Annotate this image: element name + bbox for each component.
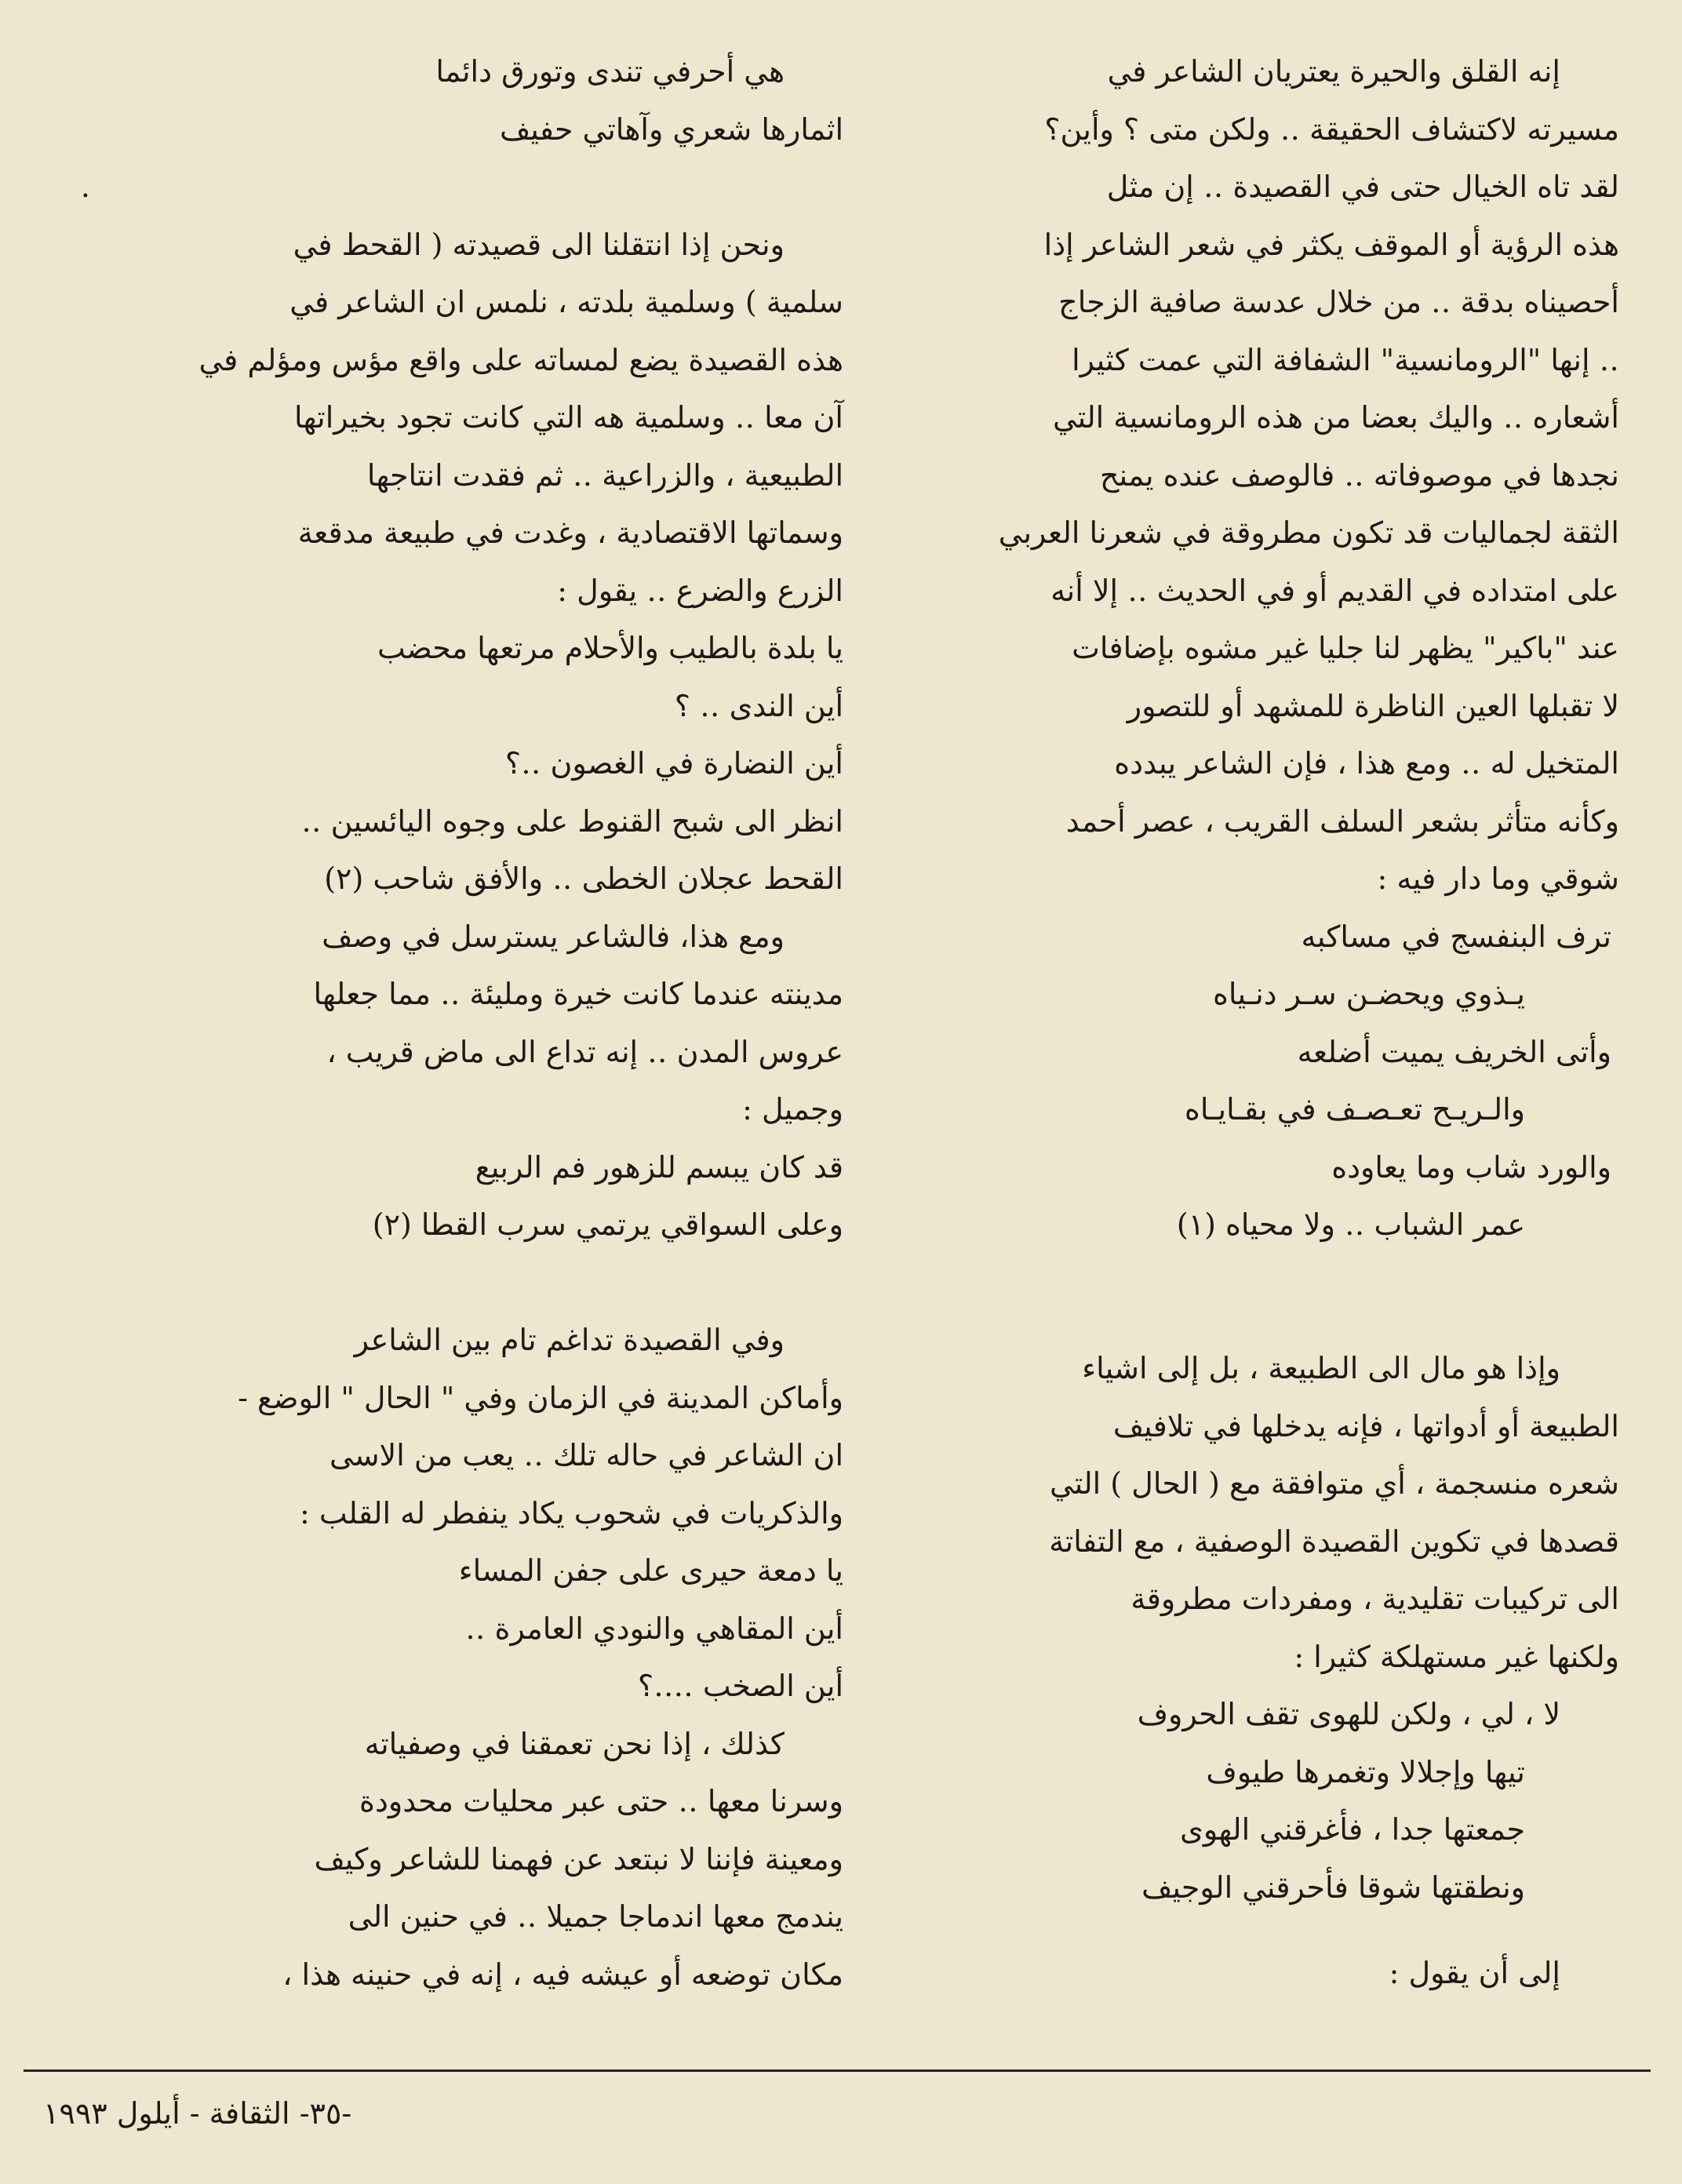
text-line: ولكنها غير مستهلكة كثيرا : [1294,1639,1619,1674]
text-line: المتخيل له ‥ ومع هذا ، فإن الشاعر يبدده [1114,746,1619,781]
text-line: إلى أن يقول : [1389,1956,1560,1990]
left-column [80,43,843,2004]
text-line: ‥ إنها "الرومانسية" الشفافة التي عمت كثيرا [1072,342,1619,377]
verse-line: وأتى الخريف يميت أضلعه [1297,1034,1611,1069]
verse-line: أين المقاهي والنودي العامرة ‥ [465,1611,843,1646]
text-line: مدينته عندما كانت خيرة ومليئة ‥ مما جعلها [313,977,843,1011]
verse-line: القحط عجلان الخطى ‥ والأفق شاحب (٢) [324,861,843,896]
verse-line: هي أحرفي تندى وتورق دائما [435,54,785,89]
verse-line: أين الندى ‥ ؟ [674,688,843,723]
text-line: شعره منسجمة ، أي متوافقة مع ( الحال ) التي [1049,1466,1619,1501]
page-footer: -٣٥- الثقافة - أيلول ١٩٩٣ [43,2096,352,2131]
verse-line: ترف البنفسج في مساكبه [1301,919,1611,954]
verse-line: جمعتها جدا ، فأغرقني الهوى [1180,1812,1525,1847]
verse-line: والورد شاب وما يعاوده [1331,1149,1611,1185]
text-line: هذه القصيدة يضع لمساته على واقع مؤس ومؤلم في [198,342,843,377]
text-line: نجدها في موصوفاته ‥ فالوصف عنده يمنح [1100,457,1619,493]
text-line: إنه القلق والحيرة يعتريان الشاعر في [1107,54,1560,89]
verse-line: أين النضارة في الغصون ‥؟ [504,746,843,781]
text-line: الزرع والضرع ‥ يقول : [557,573,843,608]
verse-line: عمر الشباب ‥ ولا محياه (١) [1176,1207,1525,1242]
text-line: الطبيعة أو أدواتها ، فإنه يدخلها في تلافيف [1112,1408,1619,1443]
text-line: قصدها في تكوين القصيدة الوصفية ، مع التفاتة [1049,1523,1619,1559]
verse-line: يـذوي ويحضـن سـر دنـياه [1213,977,1525,1011]
text-line: وفي القصيدة تداغم تام بين الشاعر [354,1323,785,1357]
verse-line: تيها وإجلالا وتغمرها طيوف [1206,1754,1525,1789]
text-line: على امتداده في القديم أو في الحديث ‥ إلا أنه [1050,573,1619,608]
text-line: عروس المدن ‥ إنه تداع الى ماض قريب ، [326,1034,843,1069]
verse-line: اثمارها شعري وآهاتي حفيف [499,111,843,147]
verse-line: ونطقتها شوقا فأحرقني الوجيف [1141,1869,1525,1905]
text-line: الطبيعية ، والزراعية ‥ ثم فقدت انتاجها [366,457,843,493]
text-line: ونحن إذا انتقلنا الى قصيدته ( القحط في [293,227,785,262]
text-line: أحصيناه بدقة ‥ من خلال عدسة صافية الزجاج [1058,285,1619,319]
footer-rule [24,2069,1651,2072]
text-line: آن معا ‥ وسلمية هه التي كانت تجود بخيراتها [294,400,843,435]
text-line: لقد تاه الخيال حتى في القصيدة ‥ إن مثل [1106,169,1619,204]
verse-line: وعلى السواقي يرتمي سرب القطا (٢) [372,1207,843,1242]
verse-line: أين الصخب ‥‥؟ [637,1669,843,1703]
text-line: مسيرته لاكتشاف الحقيقة ‥ ولكن متى ؟ وأين؟ [1044,111,1619,147]
verse-line: قد كان يبسم للزهور فم الربيع [475,1149,843,1185]
text-line: الى تركيبات تقليدية ، ومفردات مطروقة [1130,1582,1619,1616]
text-line: يندمج معها اندماجا جميلا ‥ في حنين الى [348,1899,843,1934]
verse-line: والـريـح تعـصـف في بقـايـاه [1184,1092,1525,1127]
text-line: هذه الرؤية أو الموقف يكثر في شعر الشاعر إذا [1043,227,1619,262]
text-line: وجميل : [742,1092,843,1127]
text-line: سلمية ) وسلمية بلدته ، نلمس ان الشاعر في [289,285,843,319]
text-line: ومعينة فإننا لا نبتعد عن فهمنا للشاعر وكيف [314,1841,843,1876]
text-line: عند "باكير" يظهر لنا جليا غير مشوه بإضافات [1072,631,1619,665]
text-line: ان الشاعر في حاله تلك ‥ يعب من الاسى [329,1438,843,1472]
verse-line: يا دمعة حيرى على جفن المساء [458,1553,843,1588]
text-line: وإذا هو مال الى الطبيعة ، بل إلى اشياء [1082,1351,1560,1385]
text-line: وسرنا معها ‥ حتى عبر محليات محدودة [359,1784,843,1818]
verse-line: لا ، لي ، ولكن للهوى تقف الحروف [1137,1697,1560,1731]
text-line: أشعاره ‥ واليك بعضا من هذه الرومانسية التي [1052,400,1619,435]
dot-mark: . [80,169,90,204]
text-line: الثقة لجماليات قد تكون مطروقة في شعرنا العربي [998,515,1619,550]
text-line: كذلك ، إذا نحن تعمقنا في وصفياته [364,1726,785,1761]
right-column [866,43,1619,2003]
text-line: ومع هذا، فالشاعر يسترسل في وصف [322,919,785,954]
text-line: شوقي وما دار فيه : [1377,861,1619,896]
verse-line: انظر الى شبح القنوط على وجوه اليائسين ‥ [301,803,843,839]
text-line: مكان توضعه أو عيشه فيه ، إنه في حنينه هذا ، [282,1956,843,1992]
text-line: وأماكن المدينة في الزمان وفي " الحال " الوضع - [238,1380,843,1415]
text-line: وسماتها الاقتصادية ، وغدت في طبيعة مدقعة [297,515,843,550]
text-line: وكأنه متأثر بشعر السلف القريب ، عصر أحمد [1065,803,1619,839]
verse-line: يا بلدة بالطيب والأحلام مرتعها محضب [377,631,843,665]
text-line: لا تقبلها العين الناظرة للمشهد أو للتصور [1127,688,1619,723]
text-line: والذكريات في شحوب يكاد ينفطر له القلب : [299,1495,843,1531]
